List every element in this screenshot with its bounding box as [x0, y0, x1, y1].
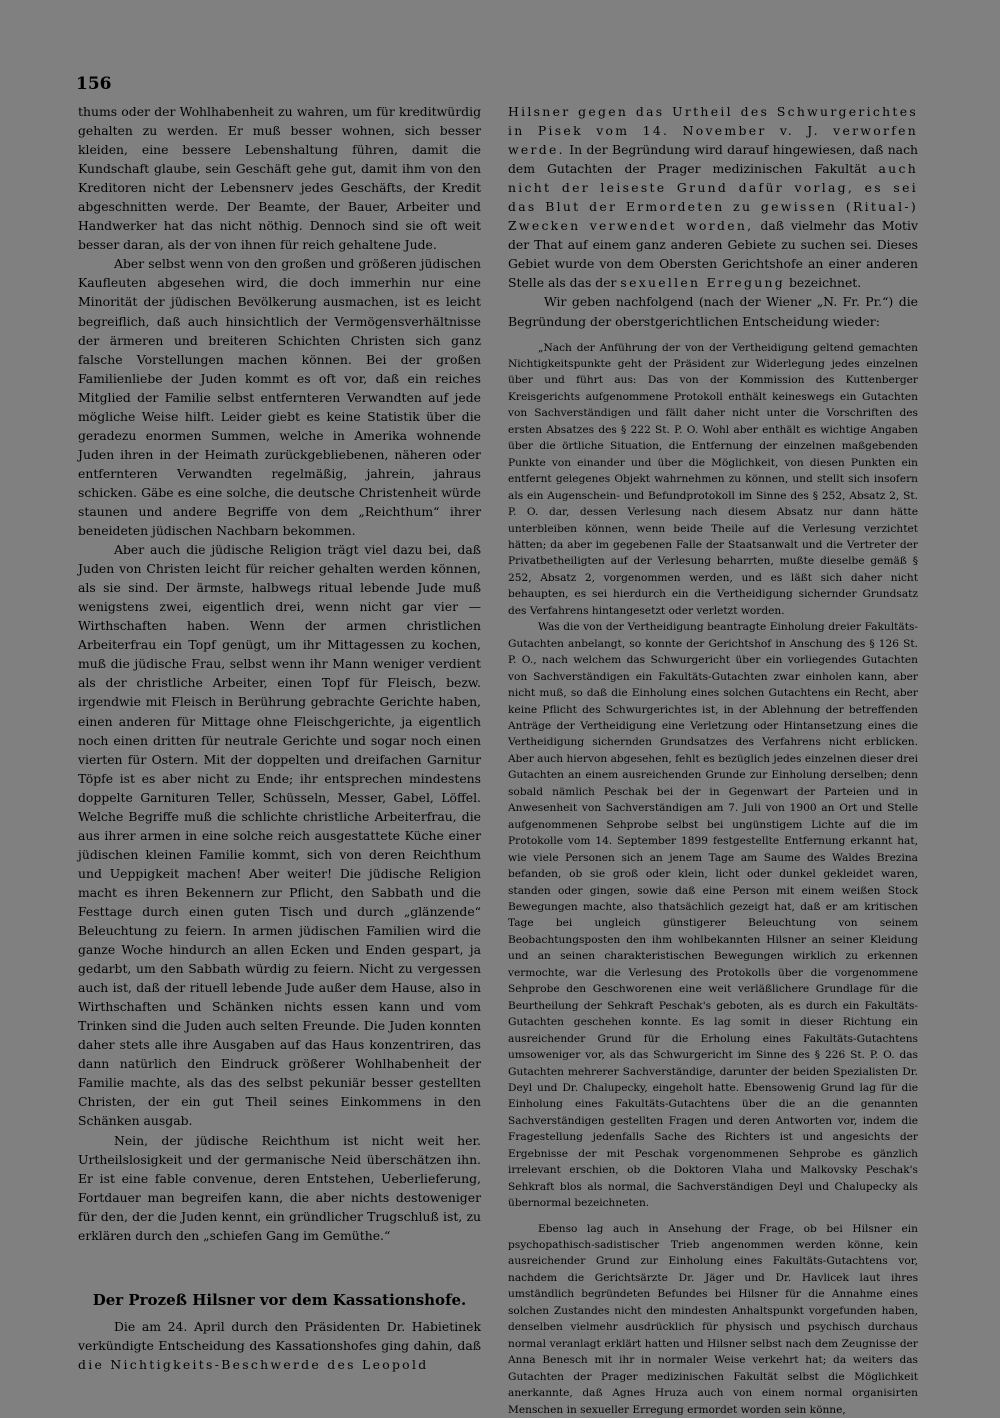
left-column: [78, 102, 481, 1374]
paragraph: thums oder der Wohlhabenheit zu wahren, um für kreditwürdig gehalten zu werden. Er muß besser wohnen, sich besser kleiden, eine bessere Lebenshaltung führen, damit die Kundschaft glaube, sein Geschäft gehe gut, damit ihm von den Kreditoren nicht der Lebensnerv jedes Geschäfts, der Kredit abgeschnitten werde. Der Beamte, der Bauer, Arbeiter und Handwerker hat das nicht nöthig. Dennoch sind sie oft weit besser daran, als der von ihnen für reich gehaltene Jude.: [78, 104, 481, 253]
paragraph: Aber selbst wenn von den großen und größeren jüdischen Kaufleuten abgesehen wird, die doch immerhin nur eine Minorität der jüdischen Bevölkerung ausmachen, ist es leicht begreiflich, daß auch hinsichtlich der Vermögensverhältnisse der ärmeren und breiteren Schichten Christen sich ganz falsche Vorstellungen machen können. Bei der großen Familienliebe der Juden kommt es oft vor, daß ein reiches Mitglied der Familie selbst entfernteren Verwandten auf jede mögliche Weise hilft. Leider giebt es keine Statistik über die geradezu enormen Summen, welche in Amerika wohnende Juden ihren in der Heimath zurückgebliebenen, näheren oder entfernteren Verwandten regelmäßig, jahrein, jahraus schicken. Gäbe es eine solche, die deutsche Christenheit würde staunen und andere Begriffe von dem „Reichthum“ ihrer beneideten jüdischen Nachbarn bekommen.: [78, 256, 481, 539]
paragraph-text: daß vielmehr das Motiv der That auf einem ganz anderen Gebiete zu suchen sei. Dieses Gebiet wurde von dem Obersten Gerichtshofe an einer anderen Stelle als das der: [508, 218, 918, 291]
paragraph: Nein, der jüdische Reichthum ist nicht weit her. Urtheilslosigkeit und der germanische Neid überschätzen ihn. Er ist eine fable convenue, deren Entstehen, Ueberlieferung, Fortdauer man begreifen kann, die aber nichts destoweniger für den, der die Juden kennt, ein gründlicher Trugschluß ist, zu erklären durch den „schiefen Gang im Gemüthe.“: [78, 1132, 481, 1243]
paragraph: [78, 1317, 481, 1374]
section-gap: [78, 1245, 481, 1289]
spacer: [508, 1212, 918, 1221]
emphasized-text: die Nichtigkeits-Beschwerde des Leopold: [78, 1356, 429, 1372]
spacer: [508, 331, 918, 340]
quote-paragraph: „Nach der Anführung der von der Vertheidigung geltend gemachten Nichtigkeitspunkte geht der Präsident zur Widerlegung jedes einzelnen über und führt aus: Das von der Kommission des Kuttenberger Kreisgerichts aufgenommene Protokoll enthält keineswegs ein Gutachten von Sachverständigen und fällt daher nicht unter die Vorschriften des ersten Absatzes des § 222 St. P. O. Wohl aber enthält es wichtige Angaben über die örtliche Situation, die Entfernung der einzelnen maßgebenden Punkte von einander und über die Möglichkeit, von diesen Punkten ein entfernt gelegenes Objekt wahrnehmen zu können, und stellt sich insofern als ein Augenschein- und Befundprotokoll im Sinne des § 252, Absatz 2, St. P. O. dar, dessen Verlesung nach diesem Absatz nur dann hätte unterbleiben können, wenn beide Theile auf die Verlesung verzichtet hätten; da aber im gegebenen Falle der Staatsanwalt und die Vertreter der Privatbetheiligten auf der Verlesung beharrten, mußte dieselbe gemäß § 252, Absatz 2, vorgenommen werden, und es läßt sich daher nicht behaupten, es sei hierdurch ein die Vertheidigung sichernder Grundsatz des Verfahrens hintangesetzt oder verletzt worden.: [508, 341, 918, 617]
section-heading: Der Prozeß Hilsner vor dem Kassationshofe.: [92, 1290, 467, 1309]
paragraph-text: bezeichnet.: [788, 275, 862, 291]
emphasized-text: auch nicht der leiseste Grund dafür vorlag, es sei das Blut der Ermordeten zu gewissen (Ritual-) Zwecken verwendet worden,: [508, 161, 918, 234]
paragraph: [508, 102, 918, 292]
page-number: 156: [76, 74, 112, 94]
paragraph-text: Die am 24. April durch den Präsidenten Dr. Habietinek verkündigte Entscheidung des Kassationshofes ging dahin, daß: [78, 1318, 481, 1353]
right-column: [508, 102, 918, 1418]
paragraph: Aber auch die jüdische Religion trägt viel dazu bei, daß Juden von Christen leicht für reicher gehalten werden können, als sie sind. Der ärmste, halbwegs ritual lebende Jude muß wenigstens zwei, eigentlich drei, wenn nicht gar vier — Wirthschaften haben. Wenn der armen christlichen Arbeiterfrau ein Topf genügt, um ihr Mittagessen zu kochen, muß die jüdische Frau, selbst wenn ihr Mann weniger verdient als der christliche Arbeiter, einen Topf für Fleisch, bezw. irgendwie mit Fleisch in Berührung gebrachte Gerichte haben, einen anderen für Mittage ohne Fleischgerichte, ja eigentlich noch einen dritten für neutrale Gerichte und sogar noch einen vierten für Ostern. Mit der doppelten und dreifachen Garnitur Töpfe ist es aber nicht zu Ende; ihr entsprechen mindestens doppelte Garnituren Teller, Schüsseln, Messer, Gabel, Löffel. Welche Begriffe muß die schlichte christliche Arbeiterfrau, die aus ihrer armen in eine solche reich ausgestattete Küche einer jüdischen kleinen Familie kommt, sich von deren Reichthum und Ueppigkeit machen! Aber weiter! Die jüdische Religion macht es ihren Bekennern zur Pflicht, den Sabbath und die Festtage durch einen guten Tisch und durch „glänzende“ Beleuchtung zu feiern. In armen jüdischen Familien wird die ganze Woche hindurch an allen Ecken und Enden gespart, ja gedarbt, um den Sabbath würdig zu feiern. Nicht zu vergessen auch ist, daß der rituell lebende Jude außer dem Hause, also in Wirthschaften und Schänken nichts essen kann und vom Trinken sind die Juden auch selten Freunde. Die Juden konnten daher stets alle ihre Ausgaben auf das Haus konzentriren, das dann natürlich den Eindruck größerer Wohlhabenheit der Familie machte, als das des selbst pekuniär besser gestellten Christen, der ein gut Theil seines Einkommens in den Schänken ausgab.: [78, 542, 481, 1129]
paragraph: Wir geben nachfolgend (nach der Wiener „N. Fr. Pr.“) die Begründung der oberstgerichtlichen Entscheidung wieder:: [508, 294, 918, 329]
paragraph-text: In der Begründung wird darauf hingewiesen, daß nach dem Gutachten der Prager medizinischen Fakultät: [508, 142, 918, 177]
quote-paragraph: Was die von der Vertheidigung beantragte Einholung dreier Fakultäts-Gutachten anbelangt, so konnte der Gerichtshof in Anschung des § 126 St. P. O., nach welchem das Schwurgericht über ein vorliegendes Gutachten von Sachverständigen ein Fakultäts-Gutachten zwar einholen kann, aber nicht muß, so daß die Einholung eines solchen Gutachtens ein Recht, aber keine Pflicht des Schwurgerichtes ist, in der Ablehnung der betreffenden Anträge der Vertheidigung eine Verletzung oder Hintansetzung eines die Vertheidigung sichernden Grundsatzes des Verfahrens nicht erblicken. Aber auch hiervon abgesehen, fehlt es bezüglich jedes einzelnen dieser drei Gutachten an einem ausreichenden Grunde zur Einholung derselben; denn sobald nämlich Peschak bei der in Gegenwart der Parteien und in Anwesenheit von Sachverständigen am 7. Juli von 1900 an Ort und Stelle aufgenommenen Sehprobe selbst bei ungünstigem Lichte auf die im Protokolle vom 14. September 1899 festgestellte Entfernung erkannt hat, wie viele Personen sich an jenem Tage am Saume des Waldes Brezina befanden, ob sie groß oder klein, licht oder dunkel gekleidet waren, standen oder gingen, sowie daß eine Person mit einem weißen Stock Bewegungen machte, also thatsächlich gezeigt hat, daß er am kritischen Tage bei ungleich günstigerer Beleuchtung von seinem Beobachtungsposten den ihm wohlbekannten Hilsner an seiner Kleidung und an seinen charakteristischen Bewegungen wirklich zu erkennen vermochte, war die Verlesung des Protokolls über die vorgenommene Sehprobe den Geschworenen eine weit verläßlichere Grundlage für die Beurtheilung der Sehkraft Peschak's geboten, als es durch ein Fakultäts-Gutachten geschehen konnte. Es lag somit in dieser Richtung ein ausreichender Grund für die Erholung eines Fakultäts-Gutachtens umsoweniger vor, als das Schwurgericht im Sinne des § 226 St. P. O. das Gutachten mehrerer Sachverständige, darunter der beiden Spezialisten Dr. Deyl und Dr. Chalupecky, eingeholt hatte. Ebensowenig Grund lag für die Einholung eines Fakultäts-Gutachtens über die an die genannten Sachverständigen gestellten Fragen und deren Antworten vor, indem die Fragestellung jedenfalls Sache des Richters ist und angesichts der Ergebnisse der mit Peschak vorgenommenen Sehprobe es gänzlich irrelevant erschien, ob die Doktoren Vlaha und Malkovsky Peschak's Sehkraft blos als normal, die Sachverständigen Deyl und Chalupecky als übernormal bezeichneten.: [508, 621, 918, 1210]
emphasized-text: sexuellen Erregung: [620, 275, 786, 291]
emphasized-text: Hilsner gegen das Urtheil des Schwurgerichtes in Pisek vom 14. November v. J. verworfen werde.: [508, 104, 918, 158]
quote-paragraph: Ebenso lag auch in Ansehung der Frage, ob bei Hilsner ein psychopathisch-sadistischer Trieb angenommen werden könne, kein ausreichender Grund zur Einholung eines Fakultäts-Gutachtens vor, nachdem die Gerichtsärzte Dr. Jäger und Dr. Havlicek laut ihres umständlich begründeten Befundes bei Hilsner für die Annahme eines solchen Zustandes nicht den mindesten Anhaltspunkt vorgefunden haben, denselben vielmehr ausdrücklich für physisch und psychisch durchaus normal veranlagt erklärt hatten und Hilsner selbst nach dem Zeugnisse der Anna Benesch mit ihr in normaler Weise verkehrt hat; da weiters das Gutachten der Prager medizinischen Fakultät selbst die Möglichkeit anerkannte, daß Agnes Hruza auch von einem normal organisirten Menschen in sexueller Erregung ermordet worden sein könne,: [508, 1222, 918, 1416]
